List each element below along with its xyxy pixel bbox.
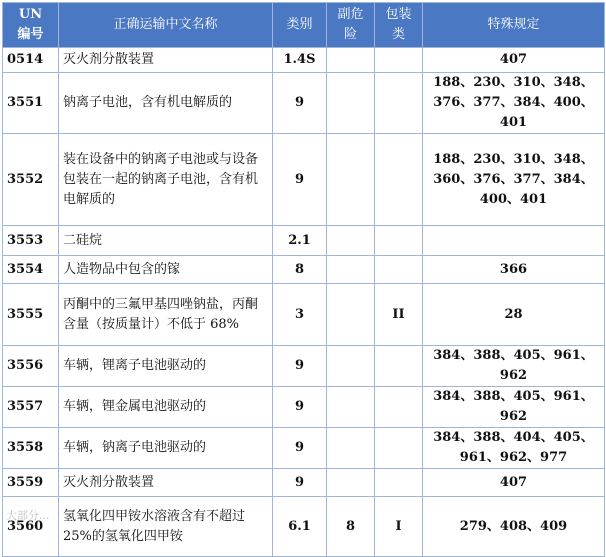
- shipping-name-cell: 灭火剂分散装置: [59, 48, 273, 73]
- subsidiary-risk-cell: [327, 346, 375, 387]
- header-subsidiary-risk: [327, 3, 375, 48]
- packing-group-cell: [375, 428, 423, 469]
- un-number-cell: 3552: [3, 134, 59, 226]
- table-row: [3, 73, 605, 134]
- special-provisions-cell: 188、230、310、348、376、377、384、400、401: [423, 73, 605, 134]
- subsidiary-risk-cell: [327, 284, 375, 346]
- class-cell: 9: [273, 346, 327, 387]
- table-row: [3, 226, 605, 256]
- subsidiary-risk-cell: [327, 428, 375, 469]
- un-number-cell: 3556: [3, 346, 59, 387]
- dangerous-goods-table: [2, 2, 605, 557]
- header-row: [3, 3, 605, 48]
- packing-group-cell: [375, 346, 423, 387]
- header-packing-group-text: 包装 类: [385, 7, 412, 42]
- subsidiary-risk-cell: 8: [327, 497, 375, 557]
- subsidiary-risk-cell: [327, 226, 375, 256]
- special-provisions-cell: 366: [423, 256, 605, 284]
- shipping-name-cell: 灭火剂分散装置: [59, 469, 273, 497]
- packing-group-cell: [375, 256, 423, 284]
- shipping-name-cell: 车辆，锂离子电池驱动的: [59, 346, 273, 387]
- table-row: [3, 387, 605, 428]
- class-cell: 2.1: [273, 226, 327, 256]
- packing-group-cell: [375, 469, 423, 497]
- packing-group-cell: [375, 387, 423, 428]
- un-number-cell: 3559: [3, 469, 59, 497]
- shipping-name-cell: 二硅烷: [59, 226, 273, 256]
- class-cell: 8: [273, 256, 327, 284]
- un-number-cell: 3557: [3, 387, 59, 428]
- packing-group-cell: [375, 48, 423, 73]
- table-row: [3, 134, 605, 226]
- table-row: [3, 256, 605, 284]
- header-subsidiary-risk-text: 副危 险: [337, 7, 364, 42]
- packing-group-cell: [375, 226, 423, 256]
- header-shipping-name: 正确运输中文名称: [59, 3, 273, 48]
- special-provisions-cell: 384、388、404、405、961、962、977: [423, 428, 605, 469]
- special-provisions-cell: [423, 226, 605, 256]
- header-special-provisions: 特殊规定: [423, 3, 605, 48]
- un-number-cell: 3553: [3, 226, 59, 256]
- table-row: [3, 284, 605, 346]
- un-number-cell: 0514: [3, 48, 59, 73]
- class-cell: 6.1: [273, 497, 327, 557]
- un-number-cell: 3551: [3, 73, 59, 134]
- special-provisions-cell: 407: [423, 48, 605, 73]
- packing-group-cell: [375, 134, 423, 226]
- shipping-name-cell: 人造物品中包含的镓: [59, 256, 273, 284]
- subsidiary-risk-cell: [327, 134, 375, 226]
- header-class: 类别: [273, 3, 327, 48]
- packing-group-cell: [375, 73, 423, 134]
- shipping-name-cell: 车辆，锂金属电池驱动的: [59, 387, 273, 428]
- subsidiary-risk-cell: [327, 73, 375, 134]
- packing-group-cell: II: [375, 284, 423, 346]
- class-cell: 9: [273, 387, 327, 428]
- header-un-text: UN 编号: [17, 7, 44, 42]
- subsidiary-risk-cell: [327, 387, 375, 428]
- special-provisions-cell: 384、388、405、961、962: [423, 387, 605, 428]
- shipping-name-cell: 装在设备中的钠离子电池或与设备包装在一起的钠离子电池，含有机电解质的: [59, 134, 273, 226]
- shipping-name-cell: 钠离子电池，含有机电解质的: [59, 73, 273, 134]
- shipping-name-cell: 丙酮中的三氟甲基四唑钠盐，丙酮含量（按质量计）不低于 68%: [59, 284, 273, 346]
- table-row: [3, 497, 605, 557]
- class-cell: 9: [273, 428, 327, 469]
- un-number-cell: 3555: [3, 284, 59, 346]
- class-cell: 9: [273, 469, 327, 497]
- table-row: [3, 428, 605, 469]
- un-number-cell: 3560: [3, 497, 59, 557]
- table-row: [3, 469, 605, 497]
- special-provisions-cell: 188、230、310、348、360、376、377、384、400、401: [423, 134, 605, 226]
- un-number-cell: 3558: [3, 428, 59, 469]
- class-cell: 1.4S: [273, 48, 327, 73]
- subsidiary-risk-cell: [327, 48, 375, 73]
- un-number-cell: 3554: [3, 256, 59, 284]
- class-cell: 9: [273, 134, 327, 226]
- special-provisions-cell: 28: [423, 284, 605, 346]
- subsidiary-risk-cell: [327, 469, 375, 497]
- watermark: 大部分...: [6, 509, 50, 522]
- class-cell: 9: [273, 73, 327, 134]
- subsidiary-risk-cell: [327, 256, 375, 284]
- header-un-number: [3, 3, 59, 48]
- special-provisions-cell: 279、408、409: [423, 497, 605, 557]
- table-row: [3, 48, 605, 73]
- special-provisions-cell: 407: [423, 469, 605, 497]
- shipping-name-cell: 车辆，钠离子电池驱动的: [59, 428, 273, 469]
- special-provisions-cell: 384、388、405、961、962: [423, 346, 605, 387]
- table-row: [3, 346, 605, 387]
- class-cell: 3: [273, 284, 327, 346]
- header-packing-group: [375, 3, 423, 48]
- packing-group-cell: I: [375, 497, 423, 557]
- shipping-name-cell: 氢氧化四甲铵水溶液含有不超过 25%的氢氧化四甲铵: [59, 497, 273, 557]
